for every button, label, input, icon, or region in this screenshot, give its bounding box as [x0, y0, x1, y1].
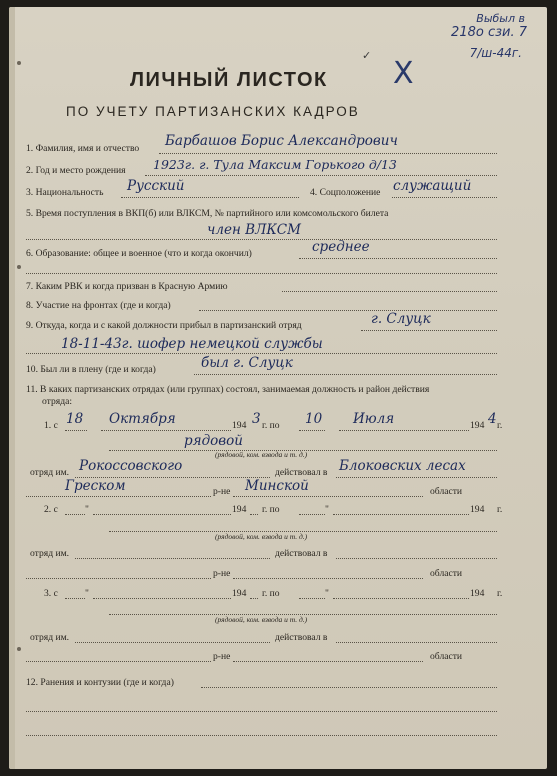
entry-1-month: Октября — [109, 411, 176, 427]
entry-1-number: 1. с — [44, 420, 58, 431]
field-4-label: 4. Соцположение — [310, 187, 381, 198]
entry-2-number: 2. с — [44, 504, 58, 515]
entry-3-number: 3. с — [44, 588, 58, 599]
entry-3-year-to-prefix: 194 — [470, 588, 485, 599]
entry-1-oblast-label: области — [430, 486, 463, 497]
field-12-line — [201, 687, 497, 688]
entry-1-day: 18 — [66, 411, 84, 427]
field-12-line-3 — [26, 735, 497, 736]
entry-3-oblast-label: области — [430, 651, 463, 662]
entry-1-g: г. — [497, 420, 503, 431]
entry-3-rayon-label: р-не — [213, 651, 231, 662]
entry-2-quote-to: " — [325, 504, 329, 515]
corner-note-line-2: 218о сзи. 7 — [451, 25, 527, 40]
field-9-line — [361, 330, 497, 331]
entry-1-acted-label: действовал в — [275, 467, 328, 478]
punch-hole — [17, 265, 21, 269]
field-12-label: 12. Ранения и контузии (где и когда) — [26, 677, 174, 688]
binding-edge — [9, 7, 15, 769]
entry-3-to-label: г. по — [262, 588, 280, 599]
entry-2-acted-label: действовал в — [275, 548, 328, 559]
entry-2-year-line — [250, 514, 258, 515]
title-mark: Х — [393, 56, 414, 91]
entry-2-position-hint: (рядовой, ком. взвода и т. д.) — [215, 532, 308, 541]
field-10-label: 10. Был ли в плену (где и когда) — [26, 364, 156, 375]
document-title: ЛИЧНЫЙ ЛИСТОК — [130, 69, 328, 91]
entry-1-region-line — [26, 496, 211, 497]
entry-1-year-to-hw: 4 — [488, 411, 497, 427]
field-5-line — [26, 239, 497, 240]
field-1-value: Барбашов Борис Александрович — [165, 133, 398, 149]
entry-3-region-line — [26, 661, 211, 662]
field-4-value: служащий — [393, 178, 472, 194]
corner-note-line-3: 7/ш-44г. — [469, 46, 522, 60]
entry-2-g: г. — [497, 504, 503, 515]
document-subtitle: ПО УЧЕТУ ПАРТИЗАНСКИХ КАДРОВ — [66, 104, 360, 119]
field-11-label: 11. В каких партизанских отрядах (или группах) состоял, занимаемая должность и район действия — [26, 384, 430, 395]
field-1-label: 1. Фамилия, имя и отчество — [26, 143, 140, 154]
field-12-line-2 — [26, 711, 497, 712]
field-9-line-2 — [26, 353, 497, 354]
field-5-label: 5. Время поступления в ВКП(б) или ВЛКСМ, № партийного или комсомольского билета — [26, 208, 389, 219]
entry-3-year-prefix: 194 — [232, 588, 247, 599]
entry-2-acted-line — [336, 558, 497, 559]
field-10-value: был г. Слуцк — [201, 355, 293, 371]
entry-3-otryad-label: отряд им. — [30, 632, 70, 643]
entry-1-otryad-label: отряд им. — [30, 467, 70, 478]
punch-hole — [17, 647, 21, 651]
entry-3-day-to-line — [299, 598, 325, 599]
entry-1-day-to: 10 — [305, 411, 323, 427]
entry-2-region-line — [26, 578, 211, 579]
entry-1-year-to-prefix: 194 — [470, 420, 485, 431]
entry-1-to-label: г. по — [262, 420, 280, 431]
entry-1-acted-line — [336, 477, 497, 478]
field-8-label: 8. Участие на фронтах (где и когда) — [26, 300, 171, 311]
entry-1-month-line — [101, 430, 231, 431]
field-2-label: 2. Год и место рождения — [26, 165, 126, 176]
entry-3-acted-line — [336, 642, 497, 643]
field-2-value: 1923г. г. Тула Максим Горького д/13 — [153, 157, 397, 172]
entry-1-position-hint: (рядовой, ком. взвода и т. д.) — [215, 450, 308, 459]
field-5-value: член ВЛКСМ — [207, 222, 301, 238]
entry-3-otryad-line — [75, 642, 270, 643]
form-sheet — [9, 7, 547, 769]
entry-3-position-hint: (рядовой, ком. взвода и т. д.) — [215, 615, 308, 624]
entry-1-otryad-value: Рокоссовского — [79, 458, 183, 474]
entry-1-year-hw: 3 — [252, 411, 261, 427]
field-6-line — [299, 258, 497, 259]
entry-2-otryad-line — [75, 558, 270, 559]
entry-3-year-line — [250, 598, 258, 599]
field-6-extra-line — [26, 273, 497, 274]
entry-2-otryad-label: отряд им. — [30, 548, 70, 559]
field-10-line — [194, 374, 497, 375]
entry-1-region-value: Греском — [65, 478, 126, 494]
entry-2-oblast-label: области — [430, 568, 463, 579]
entry-3-month-to-line — [333, 598, 469, 599]
entry-1-rayon-label: р-не — [213, 486, 231, 497]
entry-1-day-line — [65, 430, 87, 431]
entry-3-acted-label: действовал в — [275, 632, 328, 643]
field-6-value: среднее — [312, 239, 370, 255]
field-6-label: 6. Образование: общее и военное (что и когда окончил) — [26, 248, 252, 259]
field-3-value: Русский — [127, 178, 185, 194]
entry-2-year-to-prefix: 194 — [470, 504, 485, 515]
entry-2-month-line — [93, 514, 231, 515]
entry-1-oblast-line — [233, 496, 423, 497]
field-3-line — [121, 197, 299, 198]
punch-hole — [17, 61, 21, 65]
entry-2-quote: " — [85, 504, 89, 515]
entry-3-month-line — [93, 598, 231, 599]
field-4-line — [392, 197, 497, 198]
entry-3-quote-to: " — [325, 588, 329, 599]
check-mark-icon: ✓ — [362, 49, 372, 62]
entry-2-year-prefix: 194 — [232, 504, 247, 515]
field-7-line — [282, 291, 497, 292]
entry-3-day-line — [65, 598, 85, 599]
corner-note-line-1: Выбыл в — [476, 12, 525, 25]
field-9-value-2: 18-11-43г. шофер немецкой службы — [61, 336, 323, 352]
entry-1-year-prefix: 194 — [232, 420, 247, 431]
entry-2-day-to-line — [299, 514, 325, 515]
entry-2-month-to-line — [333, 514, 469, 515]
entry-1-month-to-line — [339, 430, 469, 431]
entry-1-oblast-value: Минской — [245, 478, 309, 494]
entry-3-oblast-line — [233, 661, 423, 662]
field-7-label: 7. Каким РВК и когда призван в Красную Армию — [26, 281, 228, 292]
entry-2-day-line — [65, 514, 85, 515]
entry-2-oblast-line — [233, 578, 423, 579]
entry-1-month-to: Июля — [353, 411, 395, 427]
entry-1-position: рядовой — [184, 433, 243, 449]
field-9-value-1: г. Слуцк — [371, 311, 431, 327]
entry-2-to-label: г. по — [262, 504, 280, 515]
field-9-label: 9. Откуда, когда и с какой должности прибыл в партизанский отряд — [26, 320, 302, 331]
field-3-label: 3. Национальность — [26, 187, 104, 198]
field-1-line — [159, 153, 497, 154]
entry-3-quote: " — [85, 588, 89, 599]
field-2-line — [145, 175, 497, 176]
entry-1-day-to-line — [299, 430, 325, 431]
entry-1-acted-value: Блоковских лесах — [339, 458, 466, 474]
entry-3-g: г. — [497, 588, 503, 599]
field-11-label-b: отряда: — [42, 396, 72, 407]
field-8-line — [199, 310, 497, 311]
entry-2-rayon-label: р-не — [213, 568, 231, 579]
